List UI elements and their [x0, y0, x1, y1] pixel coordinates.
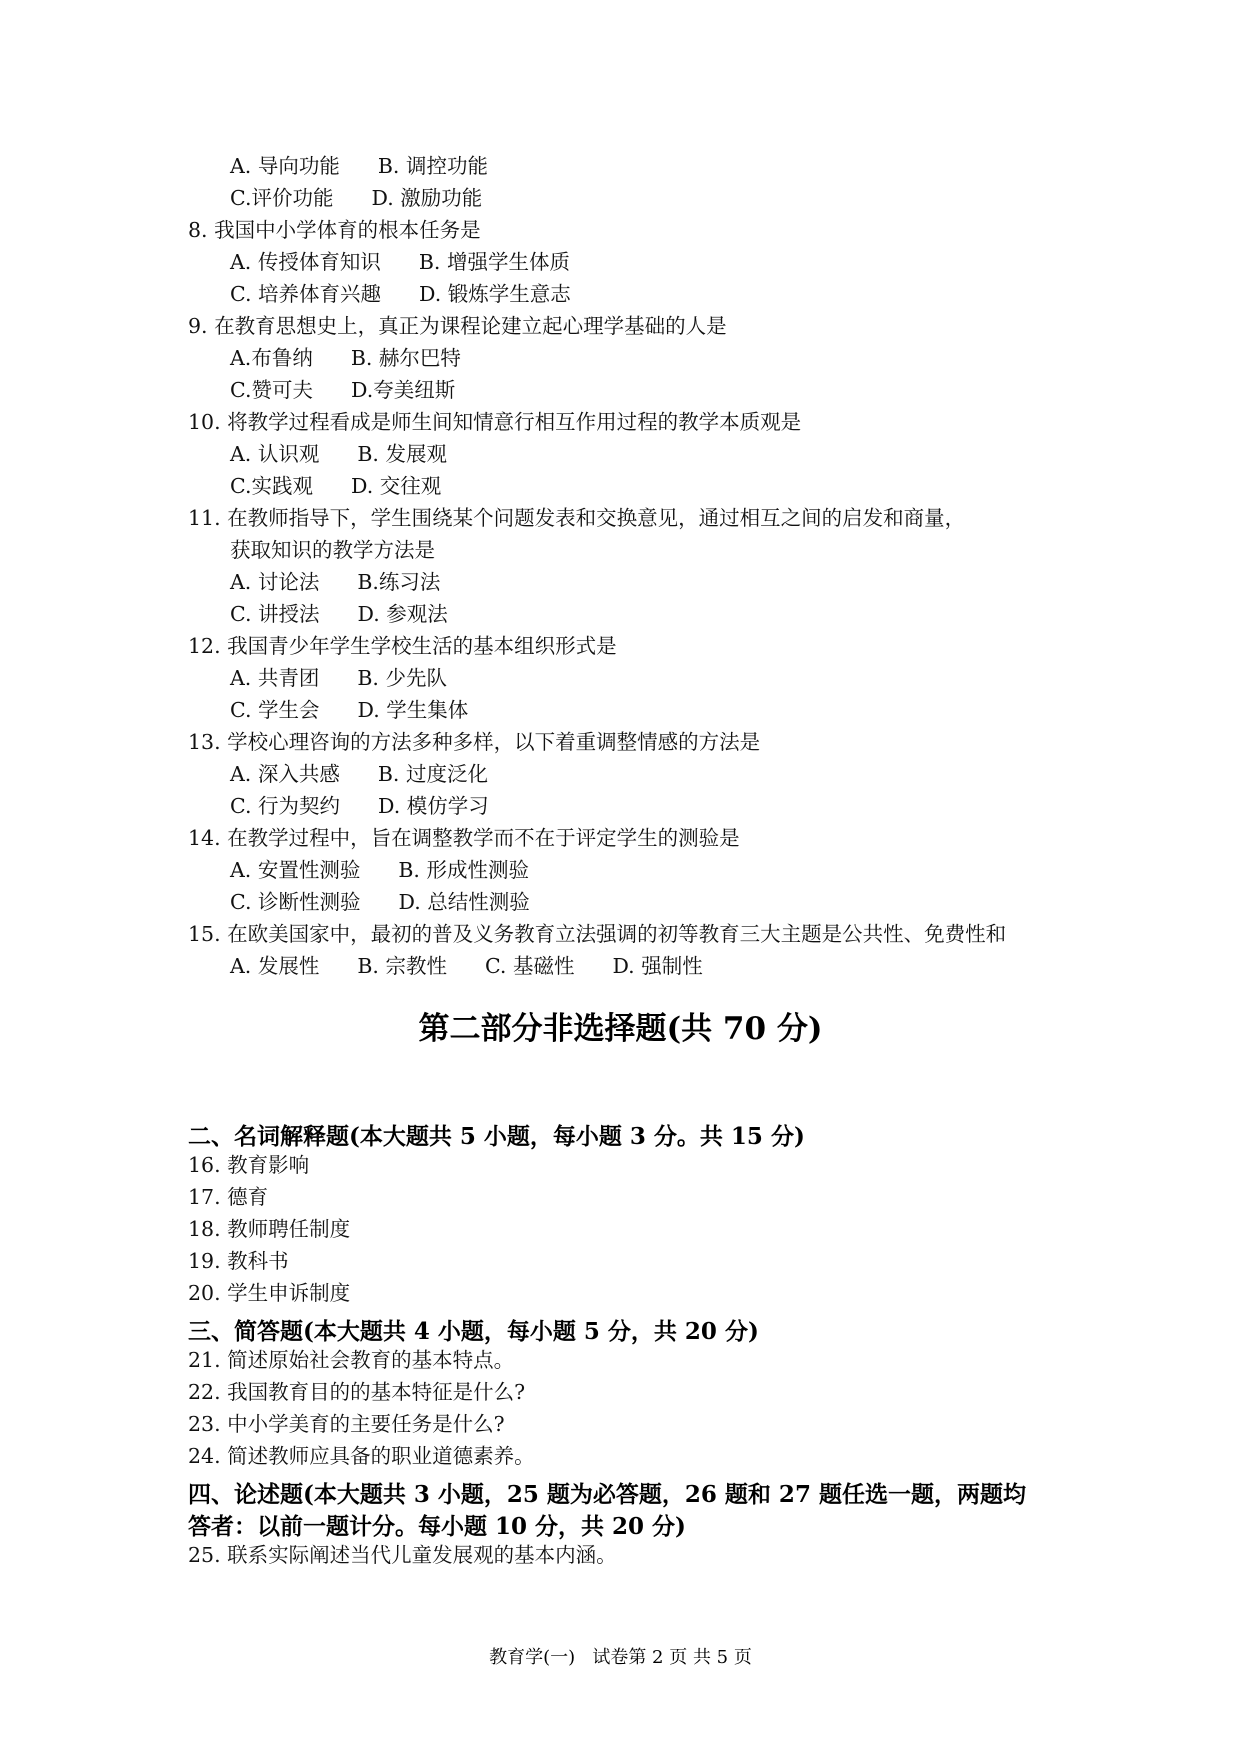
q7-option-b: B. 调控功能	[377, 154, 488, 178]
sec2-item-17: 17. 德育	[188, 1185, 269, 1209]
q14-option-b: B. 形成性测验	[398, 858, 529, 882]
sec3-item-24: 24. 简述教师应具备的职业道德素养。	[188, 1444, 535, 1468]
q11-options-row2	[230, 604, 448, 625]
q9-option-c: C.赞可夫	[230, 378, 313, 402]
q15-option-a: A. 发展性	[230, 954, 320, 978]
q13-options-row1	[230, 764, 488, 785]
part2-heading: 第二部分非选择题(共 70 分)	[418, 1011, 823, 1047]
sec2-item-16: 16. 教育影响	[188, 1153, 310, 1177]
section2-title: 二、名词解释题(本大题共 5 小题，每小题 3 分。共 15 分)	[188, 1123, 805, 1150]
q8-options-row1	[230, 252, 570, 273]
q11-options-row1	[230, 572, 440, 593]
q8-option-d: D. 锻炼学生意志	[419, 282, 571, 306]
q7-option-d: D. 激励功能	[371, 186, 483, 210]
q14-options-row2	[230, 892, 530, 913]
q12-stem: 12. 我国青少年学生学校生活的基本组织形式是	[188, 634, 617, 658]
sec2-item-19: 19. 教科书	[188, 1249, 289, 1273]
q7-options-row2	[230, 188, 482, 209]
q11-option-d: D. 参观法	[357, 602, 448, 626]
q13-options-row2	[230, 796, 489, 817]
q12-options-row1	[230, 668, 447, 689]
q14-options-row1	[230, 860, 529, 881]
q13-option-b: B. 过度泛化	[377, 762, 488, 786]
q8-option-b: B. 增强学生体质	[418, 250, 570, 274]
q10-options-row2	[230, 476, 441, 497]
q12-options-row2	[230, 700, 468, 721]
q8-option-a: A. 传授体育知识	[230, 250, 381, 274]
q15-option-b: B. 宗教性	[357, 954, 447, 978]
sec3-item-21: 21. 简述原始社会教育的基本特点。	[188, 1348, 515, 1372]
q10-option-b: B. 发展观	[357, 442, 447, 466]
q14-stem: 14. 在教学过程中，旨在调整教学而不在于评定学生的测验是	[188, 826, 740, 850]
q9-option-b: B. 赫尔巴特	[350, 346, 461, 370]
q9-options-row1	[230, 348, 461, 369]
q12-option-c: C. 学生会	[230, 698, 320, 722]
q12-option-a: A. 共青团	[230, 666, 320, 690]
q7-option-c: C.评价功能	[230, 186, 334, 210]
sec2-item-20: 20. 学生申诉制度	[188, 1281, 351, 1305]
q11-option-a: A. 讨论法	[230, 570, 320, 594]
q10-stem: 10. 将教学过程看成是师生间知情意行相互作用过程的教学本质观是	[188, 410, 802, 434]
q8-options-row2	[230, 284, 571, 305]
q7-option-a: A. 导向功能	[230, 154, 340, 178]
q9-option-d: D.夸美纽斯	[350, 378, 456, 402]
sec3-item-22: 22. 我国教育目的的基本特征是什么?	[188, 1380, 526, 1404]
section4-title-line2: 答者：以前一题计分。每小题 10 分，共 20 分)	[188, 1513, 686, 1540]
q14-option-a: A. 安置性测验	[230, 858, 361, 882]
q13-option-d: D. 模仿学习	[378, 794, 489, 818]
q9-option-a: A.布鲁纳	[230, 346, 313, 370]
q14-option-d: D. 总结性测验	[398, 890, 530, 914]
q13-option-a: A. 深入共感	[230, 762, 340, 786]
q11-stem-line2: 获取知识的教学方法是	[230, 538, 435, 562]
q9-stem: 9. 在教育思想史上，真正为课程论建立起心理学基础的人是	[188, 314, 727, 338]
q10-option-a: A. 认识观	[230, 442, 320, 466]
q12-option-b: B. 少先队	[357, 666, 447, 690]
q7-options-row1	[230, 156, 488, 177]
q14-option-c: C. 诊断性测验	[230, 890, 361, 914]
q11-stem-line1: 11. 在教师指导下，学生围绕某个问题发表和交换意见，通过相互之间的启发和商量，	[188, 506, 966, 530]
page-footer: 教育学(一) 试卷第 2 页 共 5 页	[489, 1647, 752, 1668]
q15-option-d: D. 强制性	[612, 954, 703, 978]
q10-option-c: C.实践观	[230, 474, 313, 498]
q11-option-c: C. 讲授法	[230, 602, 320, 626]
sec2-item-18: 18. 教师聘任制度	[188, 1217, 351, 1241]
section4-title-line1: 四、论述题(本大题共 3 小题，25 题为必答题，26 题和 27 题任选一题，两题均	[188, 1481, 1026, 1508]
q8-stem: 8. 我国中小学体育的根本任务是	[188, 218, 481, 242]
q10-options-row1	[230, 444, 447, 465]
q15-option-c: C. 基磁性	[484, 954, 575, 978]
section3-title: 三、简答题(本大题共 4 小题，每小题 5 分，共 20 分)	[188, 1318, 759, 1345]
q8-option-c: C. 培养体育兴趣	[230, 282, 381, 306]
sec3-item-23: 23. 中小学美育的主要任务是什么?	[188, 1412, 505, 1436]
q11-option-b: B.练习法	[357, 570, 441, 594]
q13-stem: 13. 学校心理咨询的方法多种多样，以下着重调整情感的方法是	[188, 730, 761, 754]
q13-option-c: C. 行为契约	[230, 794, 340, 818]
sec4-item-25: 25. 联系实际阐述当代儿童发展观的基本内涵。	[188, 1543, 617, 1567]
q10-option-d: D. 交往观	[350, 474, 442, 498]
q15-stem: 15. 在欧美国家中，最初的普及义务教育立法强调的初等教育三大主题是公共性、免费性和	[188, 922, 1007, 946]
q15-options-row	[230, 956, 703, 977]
q12-option-d: D. 学生集体	[357, 698, 469, 722]
q9-options-row2	[230, 380, 455, 401]
